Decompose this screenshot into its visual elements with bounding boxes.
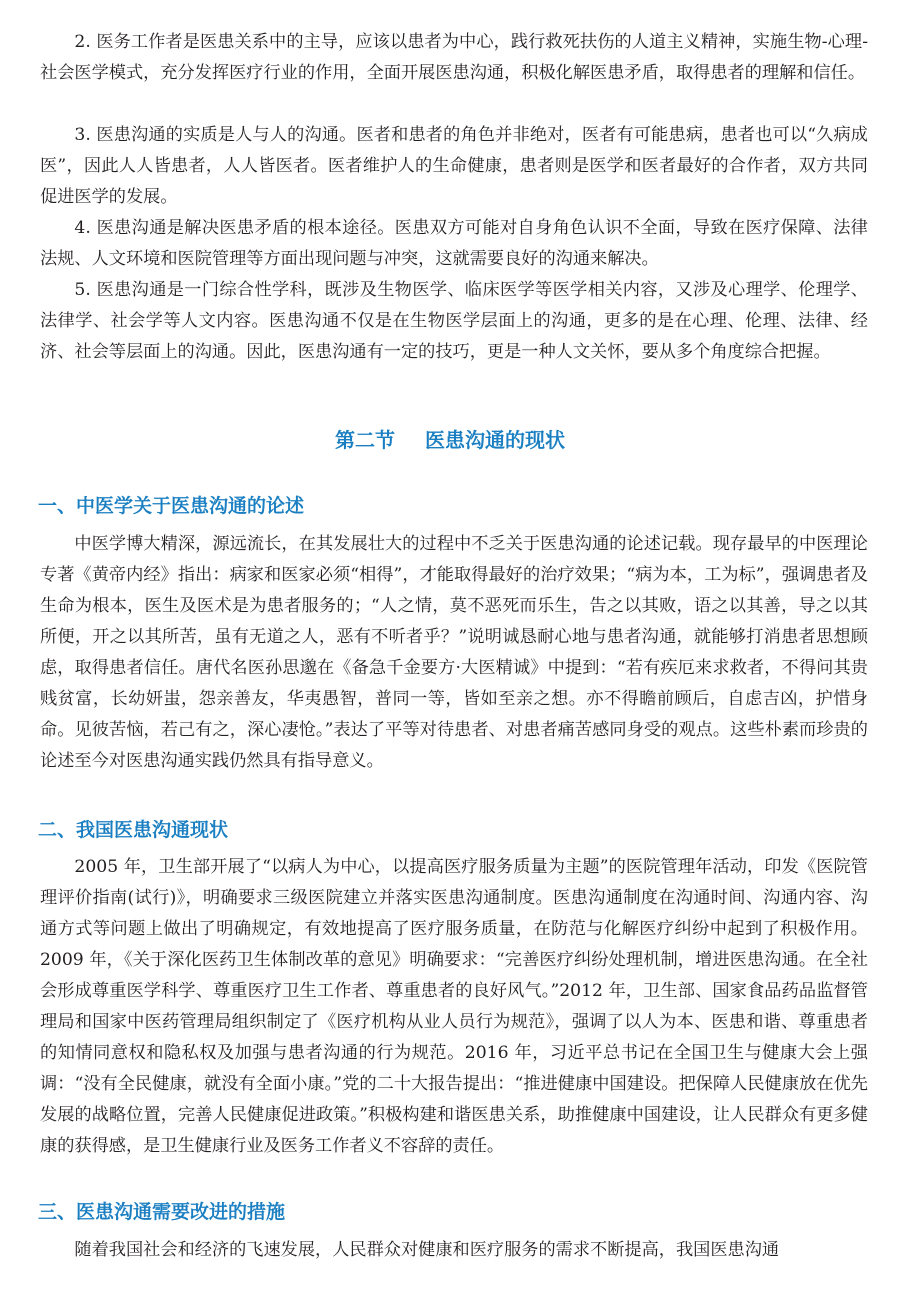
subsection-heading-2: 二、我国医患沟通现状 (38, 819, 229, 841)
paragraph-point-5: 5. 医患沟通是一门综合性学科，既涉及生物医学、临床医学等医学相关内容，又涉及心理学、伦理学、法律学、社会学等人文内容。医患沟通不仅是在生物医学层面上的沟通，更多的是在心理、伦理、法律、经济、社会等层面上的沟通。因此，医患沟通有一定的技巧，更是一种人文关怀，要从多个角度综合把握。 (40, 280, 868, 362)
paragraph-point-4: 4. 医患沟通是解决医患矛盾的根本途径。医患双方可能对自身角色认识不全面，导致在医疗保障、法律法规、人文环境和医院管理等方面出现问题与冲突，这就需要良好的沟通来解决。 (40, 218, 868, 269)
section-name: 医患沟通的现状 (425, 428, 565, 452)
subsection-text-1: 中医学博大精深，源远流长，在其发展壮大的过程中不乏关于医患沟通的论述记载。现存最早的中医理论专著《黄帝内经》指出：病家和医家必须“相得”，才能取得最好的治疗效果；“病为本，工为标”，强调患者及生命为根本，医生及医术是为患者服务的；“人之情，莫不恶死而乐生，告之以其败，语之以其善，导之以其所便，开之以其所苦，虽有无道之人，恶有不听者乎？”说明诚恳耐心地与患者沟通，就能够打消患者思想顾虑，取得患者信任。唐代名医孙思邈在《备急千金要方·大医精诚》中提到：“若有疾厄来求救者，不得问其贵贱贫富，长幼妍蚩，怨亲善友，华夷愚智，普同一等，皆如至亲之想。亦不得瞻前顾后，自虑吉凶，护惜身命。见彼苦恼，若己有之，深心凄怆。”表达了平等对待患者、对患者痛苦感同身受的观点。这些朴素而珍贵的论述至今对医患沟通实践仍然具有指导意义。 (40, 534, 868, 771)
subsection-text-2: 2005 年，卫生部开展了“以病人为中心，以提高医疗服务质量为主题”的医院管理年活动，印发《医院管理评价指南(试行)》，明确要求三级医院建立并落实医患沟通制度。医患沟通制度在沟通时间、沟通内容、沟通方式等问题上做出了明确规定，有效地提高了医疗服务质量，在防范与化解医疗纠纷中起到了积极作用。2009 年，《关于深化医药卫生体制改革的意见》明确要求：“完善医疗纠纷处理机制，增进医患沟通。在全社会形成尊重医学科学、尊重医疗卫生工作者、尊重患者的良好风气。”2012 年，卫生部、国家食品药品监督管理局和国家中医药管理局组织制定了《医疗机构从业人员行为规范》，强调了以人为本、医患和谐、尊重患者的知情同意权和隐私权及加强与患者沟通的行为规范。2016 年，习近平总书记在全国卫生与健康大会上强调：“没有全民健康，就没有全面小康。”党的二十大报告提出：“推进健康中国建设。把保障人民健康放在优先发展的战略位置，完善人民健康促进政策。”积极构建和谐医患关系，助推健康中国建设，让人民群众有更多健康的获得感，是卫生健康行业及医务工作者义不容辞的责任。 (40, 857, 868, 1156)
paragraph-point-3: 3. 医患沟通的实质是人与人的沟通。医者和患者的角色并非绝对，医者有可能患病，患者也可以“久病成医”，因此人人皆患者，人人皆医者。医者维护人的生命健康，患者则是医学和医者最好的合作者，双方共同促进医学的发展。 (40, 125, 868, 207)
subsection-heading-3: 三、医患沟通需要改进的措施 (38, 1201, 286, 1223)
section-title (0, 425, 900, 455)
paragraph-point-2: 2. 医务工作者是医患关系中的主导，应该以患者为中心，践行救死扶伤的人道主义精神，实施生物-心理-社会医学模式，充分发挥医疗行业的作用，全面开展医患沟通，积极化解医患矛盾，取得患者的理解和信任。 (40, 32, 868, 83)
section-number: 第二节 (335, 428, 395, 452)
subsection-text-3: 随着我国社会和经济的飞速发展，人民群众对健康和医疗服务的需求不断提高，我国医患沟通 (74, 1240, 780, 1260)
subsection-heading-1: 一、中医学关于医患沟通的论述 (38, 495, 305, 517)
